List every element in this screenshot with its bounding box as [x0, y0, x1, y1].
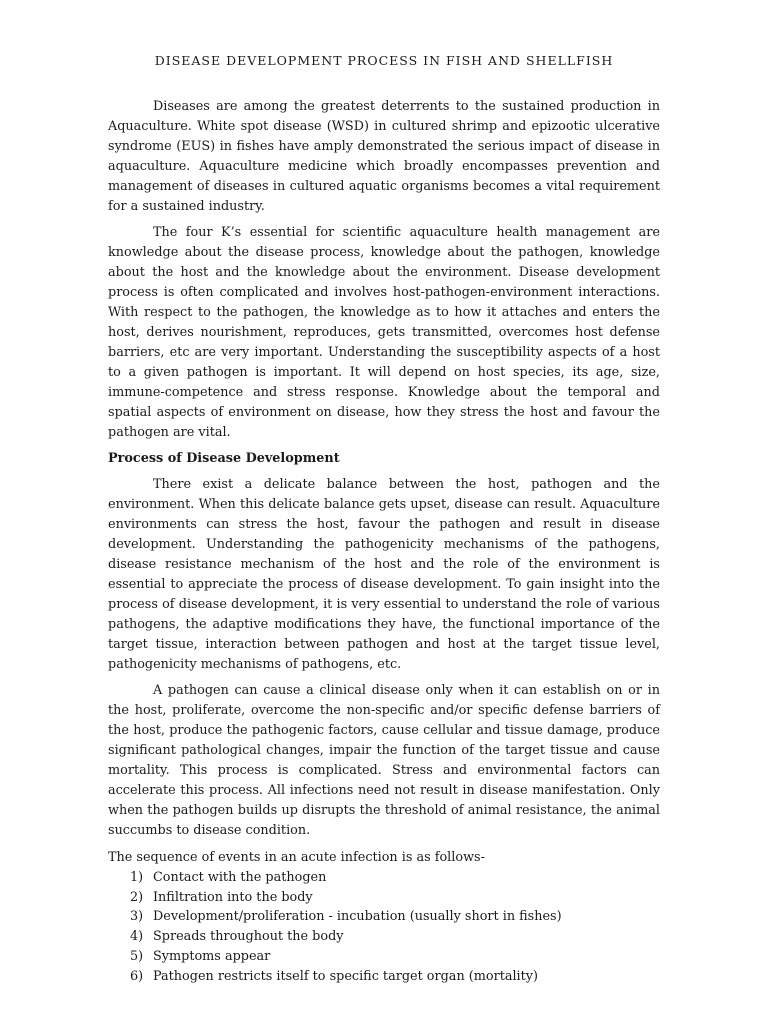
list-item-number: 3) [130, 909, 144, 925]
intro-paragraph-1: Diseases are among the greatest deterrents to the sustained production in Aquaculture. White spot disease (WSD) in cultured shrimp and epizootic ulcerative syndrome (EUS) in fishes have amply demonstrated the serious impact of disease in aquaculture. Aquaculture medicine which broadly encompasses prevention and management of diseases in cultured aquatic organisms becomes a vital requirement for a sustained industry. [108, 99, 660, 214]
section-heading: Process of Disease Development [108, 451, 340, 467]
list-item-text: Spreads throughout the body [153, 929, 344, 945]
list-item-number: 1) [130, 869, 144, 885]
intro-paragraph-2: The four K’s essential for scientific aquaculture health management are knowledge about the disease process, knowledge about the pathogen, knowledge about the host and the knowledge about the environment. Disease development process is often complicated and involves host-pathogen-environment interactions. With respect to the pathogen, the knowledge as to how it attaches and enters the host, derives nourishment, reproduces, gets transmitted, overcomes host defense barriers, etc are very important. Understanding the susceptibility aspects of a host to a given pathogen is important. It will depend on host species, its age, size, immune-competence and stress response. Knowledge about the temporal and spatial aspects of environment on disease, how they stress the host and favour the pathogen are vital. [108, 225, 660, 440]
list-item [130, 927, 660, 947]
list-item [130, 907, 660, 927]
list-item-text: Pathogen restricts itself to specific target organ (mortality) [153, 969, 539, 985]
section-paragraph-1: There exist a delicate balance between the host, pathogen and the environment. When this delicate balance gets upset, disease can result. Aquaculture environments can stress the host, favour the pathogen and result in disease development. Understanding the pathogenicity mechanisms of the pathogens, disease resistance mechanism of the host and the role of the environment is essential to appreciate the process of disease development. To gain insight into the process of disease development, it is very essential to understand the role of various pathogens, the adaptive modifications they have, the functional importance of the target tissue, interaction between pathogen and host at the target tissue level, pathogenicity mechanisms of pathogens, etc. [108, 477, 660, 672]
document-title: DISEASE DEVELOPMENT PROCESS IN FISH AND SHELLFISH [154, 53, 614, 68]
list-item [130, 947, 660, 967]
list-item-number: 5) [130, 949, 144, 965]
list-item-text: Symptoms appear [153, 949, 271, 965]
list-item [130, 967, 660, 987]
section-paragraph-2: A pathogen can cause a clinical disease only when it can establish on or in the host, proliferate, overcome the non-specific and/or specific defense barriers of the host, produce the pathogenic factors, cause cellular and tissue damage, produce significant pathological changes, impair the function of the target tissue and cause mortality. This process is complicated. Stress and environmental factors can accelerate this process. All infections need not result in disease manifestation. Only when the pathogen builds up disrupts the threshold of animal resistance, the animal succumbs to disease condition. [108, 683, 660, 838]
list-item-text: Contact with the pathogen [153, 869, 327, 885]
list-item-text: Development/proliferation - incubation (usually short in fishes) [153, 909, 562, 925]
list-item-number: 6) [130, 969, 144, 985]
list-item-number: 4) [130, 929, 144, 945]
document-page [108, 50, 660, 987]
list-item-text: Infiltration into the body [153, 889, 313, 905]
list-item [130, 888, 660, 908]
sequence-list [108, 868, 660, 987]
list-item-number: 2) [130, 889, 144, 905]
list-item [130, 868, 660, 888]
sequence-intro: The sequence of events in an acute infection is as follows- [108, 849, 485, 865]
